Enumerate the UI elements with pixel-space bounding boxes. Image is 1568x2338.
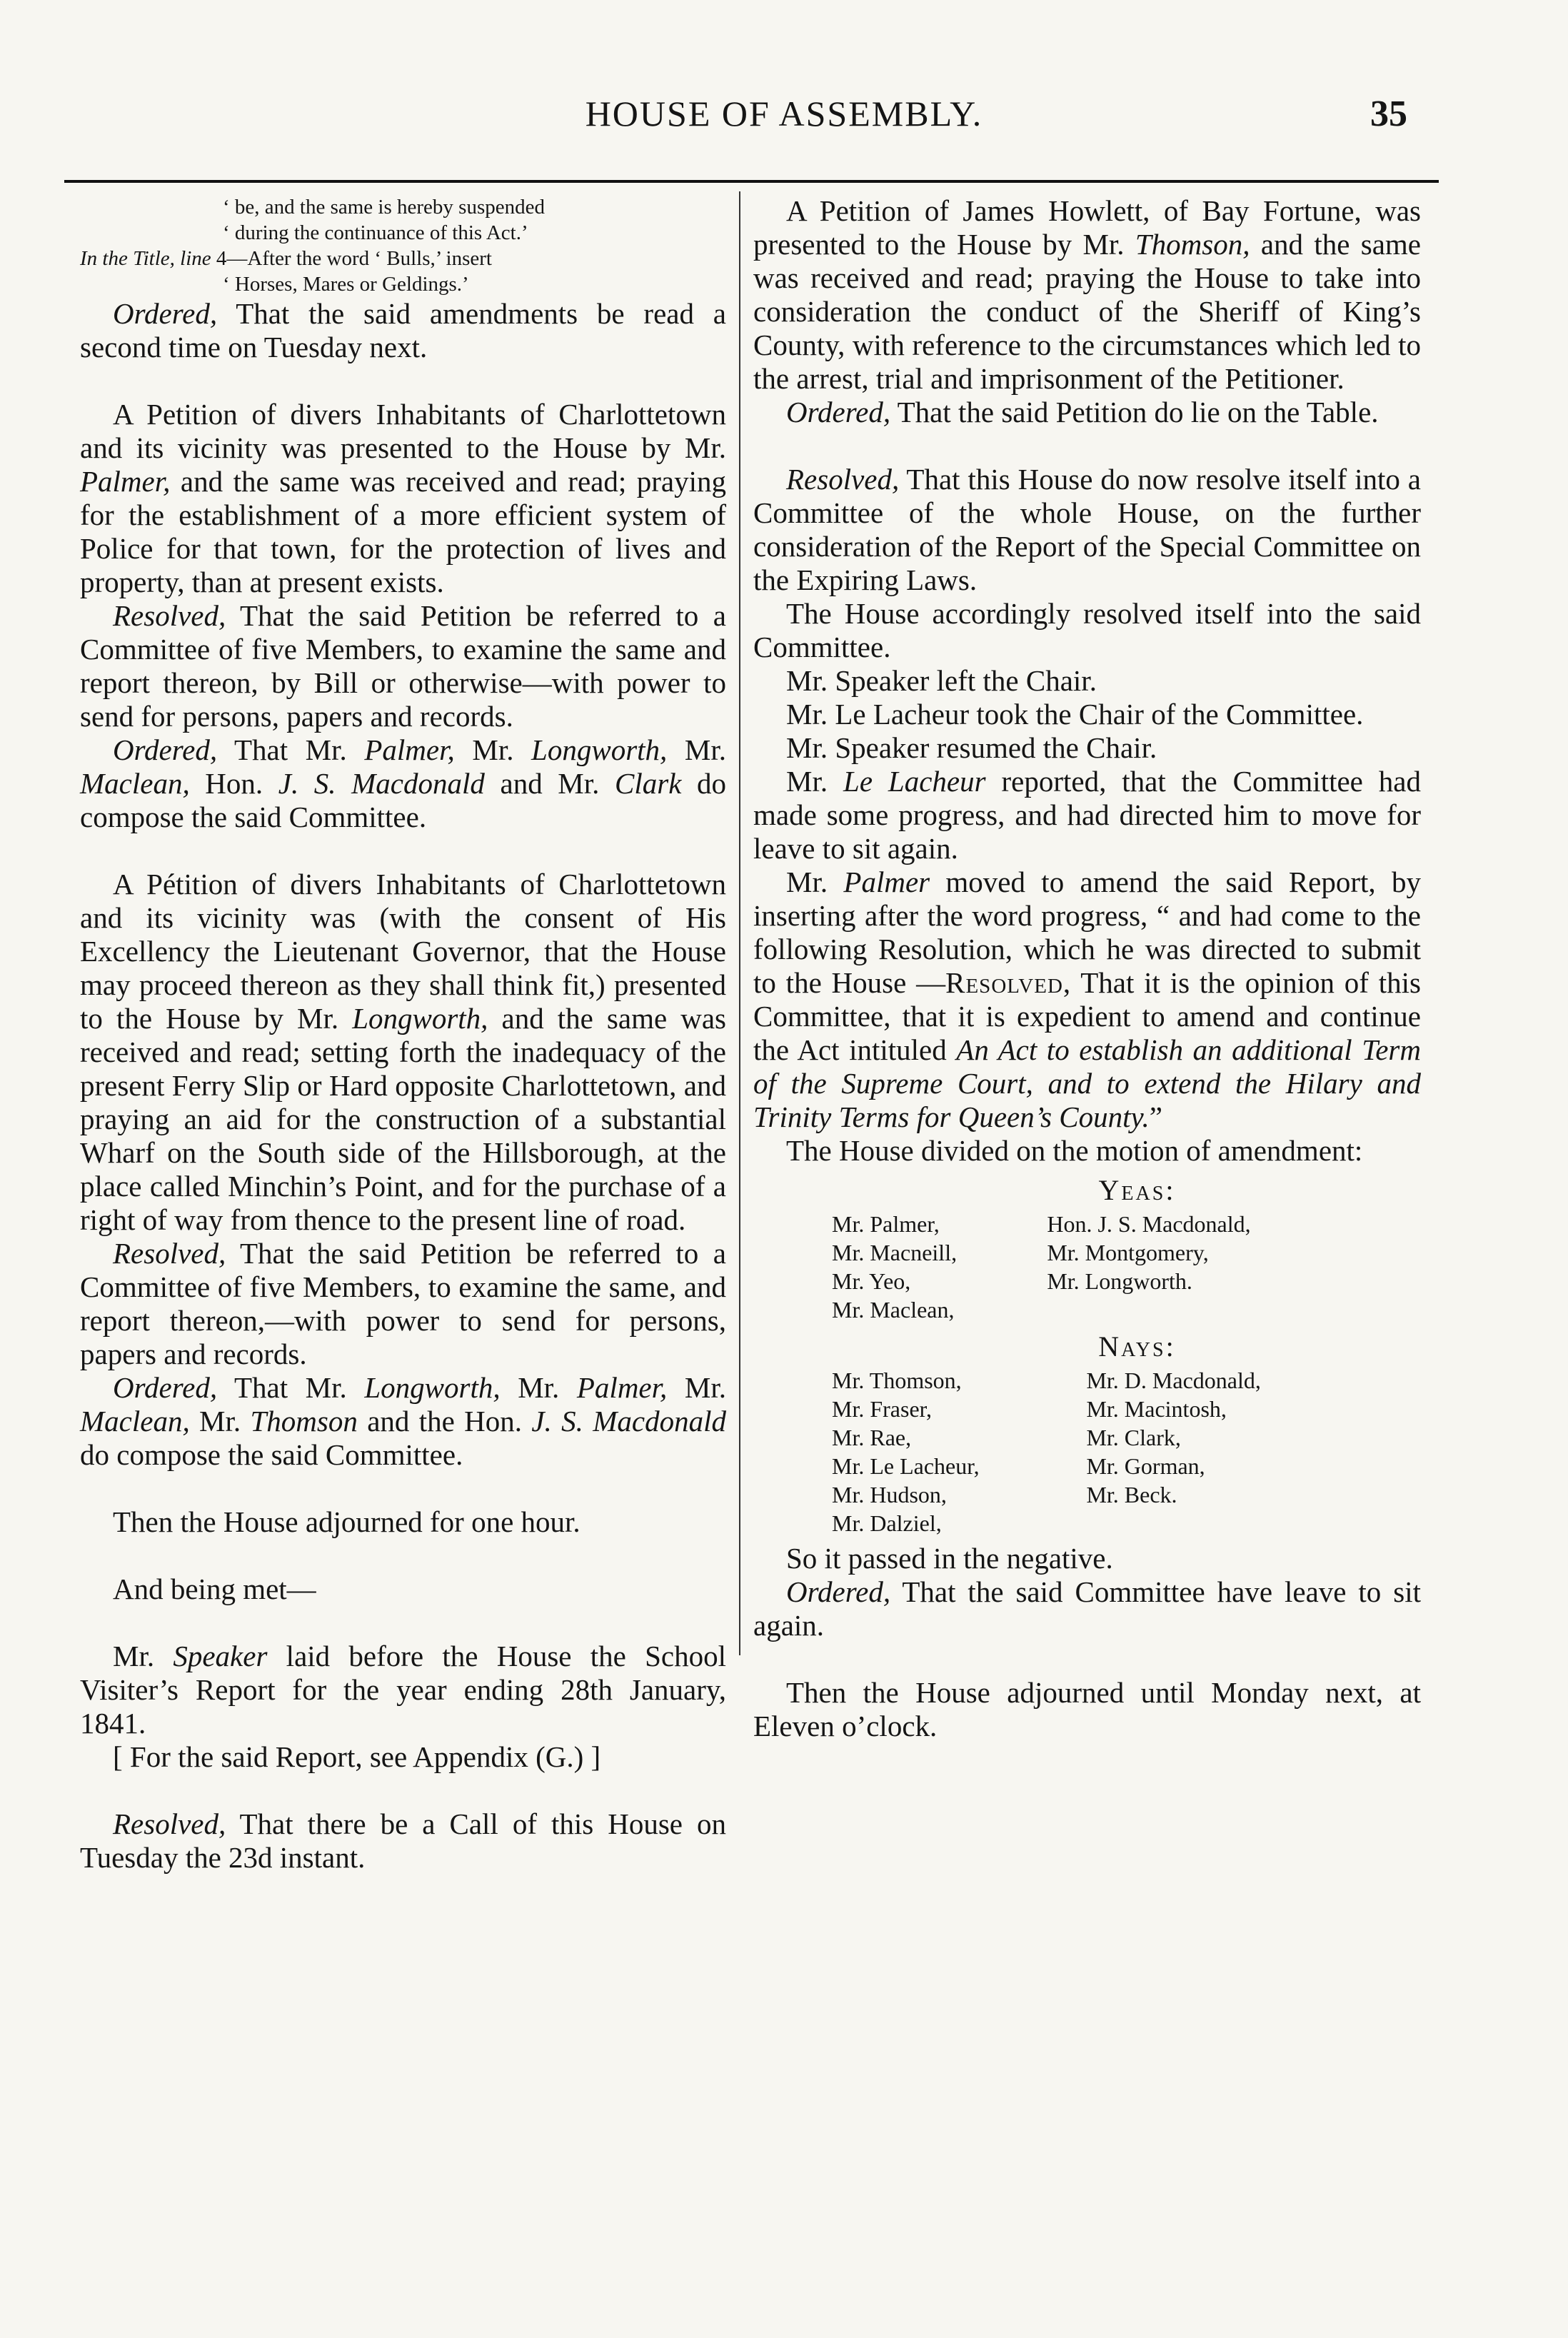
table-row <box>832 1395 1374 1423</box>
paragraph: The House accordingly resolved itself into the said Committee. <box>753 597 1421 663</box>
vote-name: Mr. Rae, <box>832 1425 912 1450</box>
paragraph: Ordered, That the said amendments be read a second time on Tuesday next. <box>80 297 726 363</box>
paragraph: Mr. Le Lacheur took the Chair of the Committee. <box>786 698 1364 731</box>
page-header <box>0 93 1568 143</box>
amendment-text <box>80 194 726 297</box>
paragraph: Mr. Speaker left the Chair. <box>786 664 1097 697</box>
yeas-heading: Yeas: <box>1098 1174 1176 1206</box>
paragraph: Then the House adjourned for one hour. <box>113 1505 581 1538</box>
paragraph: A Petition of divers Inhabitants of Charlottetown and its vicinity was presented to the House by Mr. Palmer, and the same was received and read; praying for the establishment of a more efficient system of Police for that town, for the protection of lives and property, than at present exists. <box>80 398 726 598</box>
table-row <box>832 1238 1374 1267</box>
table-row <box>832 1509 1374 1537</box>
amendment-title-line: In the Title, line 4—After the word ‘ Bulls,’ insert <box>80 247 492 270</box>
vote-name: Mr. Fraser, <box>832 1396 933 1422</box>
vote-name: Mr. Beck. <box>1086 1482 1177 1507</box>
running-title: HOUSE OF ASSEMBLY. <box>585 94 983 134</box>
vote-name: Mr. Longworth. <box>1047 1268 1192 1294</box>
table-row <box>832 1423 1374 1452</box>
paragraph: Ordered, That the said Petition do lie on the Table. <box>786 396 1379 428</box>
vote-name: Mr. Thomson, <box>832 1368 962 1393</box>
vote-name: Mr. Palmer, <box>832 1211 940 1237</box>
yeas-block <box>753 1173 1421 1324</box>
table-row <box>832 1267 1374 1295</box>
vote-name: Mr. Macintosh, <box>1086 1396 1227 1422</box>
amendment-line: ‘ be, and the same is hereby suspended <box>223 196 545 219</box>
header-rule <box>64 180 1439 183</box>
paragraph: A Pétition of divers Inhabitants of Charlottetown and its vicinity was (with the consent of His Excellency the Lieutenant Governor, that the House may proceed thereon as they shall think fit,) presented to the House by Mr. Longworth, and the same was received and read; setting forth the inadequacy of the present Ferry Slip or Hard opposite Charlottetown, and praying an aid for the construction of a substantial Wharf on the South side of the Hillsborough, at the place called Minchin’s Point, and for the purchase of a right of way from thence to the present line of road. <box>80 868 726 1236</box>
table-row <box>832 1480 1374 1509</box>
paragraph: Resolved, That there be a Call of this House on Tuesday the 23d instant. <box>80 1807 726 1874</box>
appendix-note: [ For the said Report, see Appendix (G.) ] <box>113 1740 601 1773</box>
vote-name: Hon. J. S. Macdonald, <box>1047 1211 1251 1237</box>
paragraph: And being met— <box>113 1572 316 1605</box>
vote-name: Mr. Le Lacheur, <box>832 1453 980 1479</box>
table-row <box>832 1295 1374 1324</box>
paragraph: A Petition of James Howlett, of Bay Fortune, was presented to the House by Mr. Thomson, and the same was received and read; praying the House to take into consideration the conduct of the Sheriff of King’s County, with reference to the circumstances which led to the arrest, trial and imprisonment of the Petitioner. <box>753 194 1421 395</box>
vote-name: Mr. Yeo, <box>832 1268 911 1294</box>
left-column <box>80 194 726 1875</box>
paragraph: Ordered, That Mr. Longworth, Mr. Palmer, Mr. Maclean, Mr. Thomson and the Hon. J. S. Macdonald do compose the said Committee. <box>80 1371 726 1471</box>
vote-name: Mr. Clark, <box>1086 1425 1181 1450</box>
vote-name: Mr. Hudson, <box>832 1482 947 1507</box>
page-number: 35 <box>1370 94 1407 134</box>
table-row <box>832 1210 1374 1238</box>
amendment-line: ‘ during the continuance of this Act.’ <box>223 221 528 244</box>
vote-name: Mr. Maclean, <box>832 1297 955 1323</box>
vote-name: Mr. Montgomery, <box>1047 1240 1209 1265</box>
vote-name: Mr. Macneill, <box>832 1240 958 1265</box>
paragraph: Resolved, That this House do now resolve itself into a Committee of the whole House, on the further consideration of the Report of the Special Committee on the Expiring Laws. <box>753 463 1421 596</box>
table-row <box>832 1452 1374 1480</box>
paragraph: Resolved, That the said Petition be referred to a Committee of five Members, to examine the same and report thereon, by Bill or otherwise—with power to send for persons, papers and records. <box>80 599 726 733</box>
table-row <box>832 1366 1374 1395</box>
nays-heading: Nays: <box>1098 1330 1176 1363</box>
right-column <box>753 194 1421 1743</box>
column-divider <box>739 191 740 1655</box>
paragraph: Then the House adjourned until Monday next, at Eleven o’clock. <box>753 1676 1421 1742</box>
paragraph: Resolved, That the said Petition be referred to a Committee of five Members, to examine the same, and report thereon,—with power to send for persons, papers and records. <box>80 1237 726 1370</box>
paragraph: So it passed in the negative. <box>786 1542 1113 1575</box>
vote-name <box>1065 1509 1374 1537</box>
paragraph: Mr. Speaker laid before the House the School Visiter’s Report for the year ending 28th January, 1841. <box>80 1640 726 1740</box>
amendment-line: ‘ Horses, Mares or Geldings.’ <box>223 273 469 296</box>
yeas-table <box>832 1210 1374 1324</box>
vote-name <box>1025 1295 1374 1324</box>
paragraph: Ordered, That Mr. Palmer, Mr. Longworth, Mr. Maclean, Hon. J. S. Macdonald and Mr. Clark do compose the said Committee. <box>80 733 727 833</box>
paragraph: Mr. Speaker resumed the Chair. <box>786 731 1157 764</box>
vote-name: Mr. Dalziel, <box>832 1510 942 1536</box>
nays-table <box>832 1366 1374 1537</box>
paragraph: Mr. Palmer moved to amend the said Report, by inserting after the word progress, “ and had come to the following Resolution, which he was directed to submit to the House —Resolved, That it is the opinion of this Committee, that it is expedient to amend and continue the Act intituled An Act to establish an additional Term of the Supreme Court, and to extend the Hilary and Trinity Terms for Queen’s County.” <box>753 866 1421 1133</box>
vote-name: Mr. D. Macdonald, <box>1086 1368 1261 1393</box>
paragraph: The House divided on the motion of amendment: <box>786 1134 1363 1167</box>
paragraph: Ordered, That the said Committee have leave to sit again. <box>753 1575 1421 1642</box>
nays-block <box>753 1330 1421 1537</box>
vote-name: Mr. Gorman, <box>1086 1453 1205 1479</box>
paragraph: Mr. Le Lacheur reported, that the Committee had made some progress, and had directed him to move for leave to sit again. <box>753 765 1421 865</box>
